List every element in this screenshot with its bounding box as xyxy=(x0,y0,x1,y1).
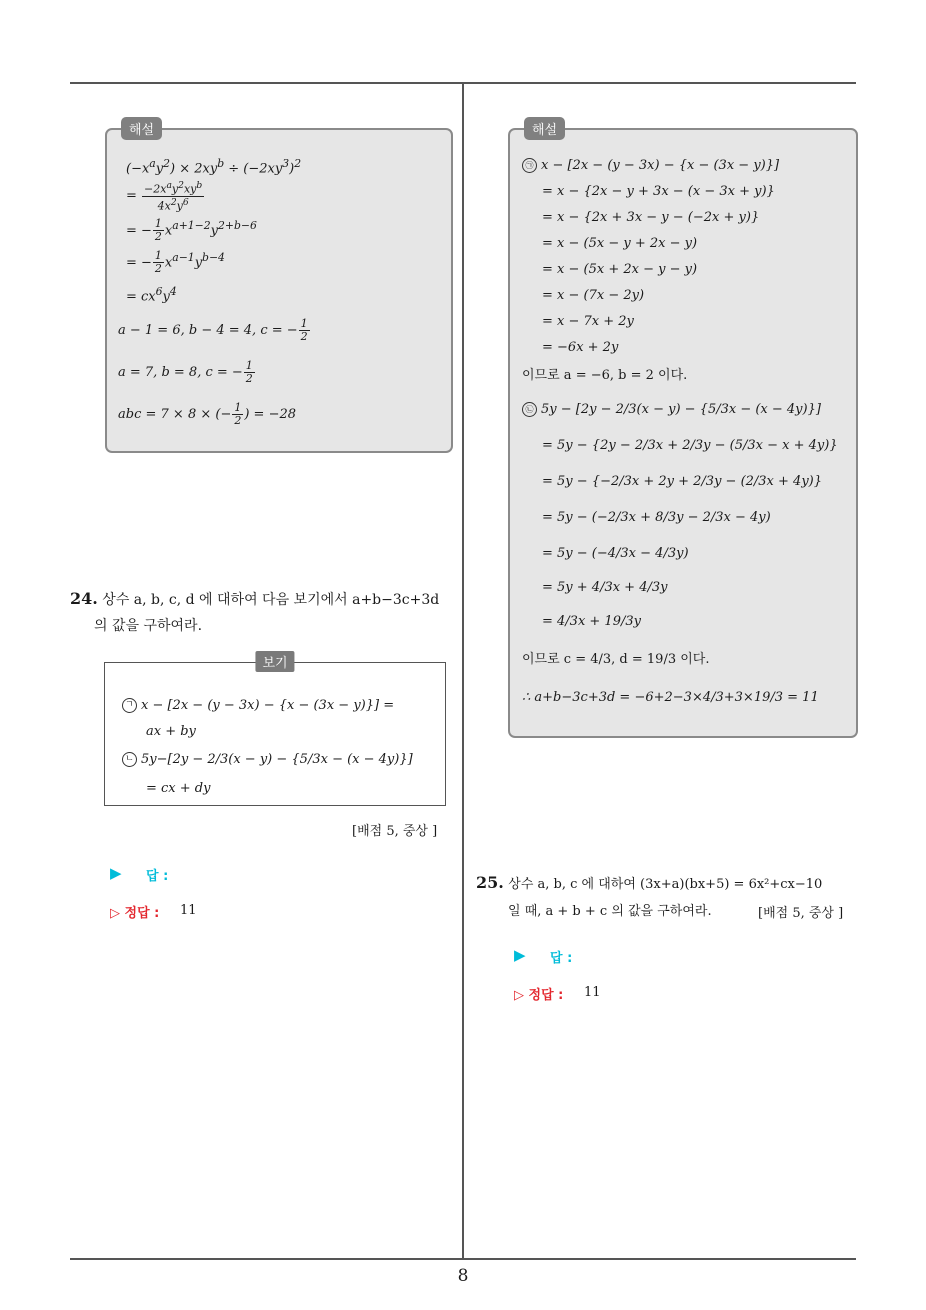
correct-answer-label: ▷ 정답 : xyxy=(514,988,564,1003)
solution-line: = 5y − (−4/3x − 4/3y) xyxy=(542,546,689,561)
solution-line: = − $\frac{1}{2}$ $x^{a-1}y^{b-4}$ xyxy=(126,249,225,276)
solution-line: $(-x^ay^2) \times 2xy^b \div (-2xy^3)^2$ xyxy=(126,157,302,177)
solution-conclusion: 이므로 c = 4/3, d = 19/3 이다. xyxy=(522,652,710,667)
question-number: 24. xyxy=(70,589,98,608)
answer-label: 답 : xyxy=(146,869,169,884)
solution-line: = x − {2x − y + 3x − (x − 3x + y)} xyxy=(542,184,775,199)
solution-line: a = 7, b = 8, c = − $\frac{1}{2}$ xyxy=(118,359,253,385)
solution-line: = 4/3x + 19/3y xyxy=(542,614,641,629)
question-text-2: 의 값을 구하여라. xyxy=(94,618,203,634)
solution-line: = $\frac{-2x^ay^2xy^b}{4x^2y^6}$ xyxy=(126,180,203,213)
question-number: 25. xyxy=(476,873,504,892)
correct-answer-label: ▷ 정답 : xyxy=(110,906,160,921)
solution-line: abc = 7 × 8 × (− $\frac{1}{2}$ ) = −28 xyxy=(118,401,297,427)
circle-mark-2: ㄴ xyxy=(122,752,137,767)
solution-line: = $cx^6y^4$ xyxy=(126,285,177,305)
circle-mark-2: ㉡ xyxy=(522,402,537,417)
solution-line: = x − (7x − 2y) xyxy=(542,288,645,303)
bogi-item-2-cont: = cx + dy xyxy=(146,781,211,796)
solution-line: = 5y − {−2/3x + 2y + 2/3y − (2/3x + 4y)} xyxy=(542,474,823,489)
question-24 xyxy=(70,586,460,639)
solution-line: = −6x + 2y xyxy=(542,340,619,355)
solution-line: = x − (5x + 2x − y − y) xyxy=(542,262,698,277)
solution-line: a − 1 = 6, b − 4 = 4, c = − $\frac{1}{2}$ xyxy=(118,317,308,343)
circle-mark-1: ㉠ xyxy=(522,158,537,173)
solution-final: ∴ a+b−3c+3d = −6+2−3×4/3+3×19/3 = 11 xyxy=(522,690,819,705)
question-text: 상수 a, b, c, d 에 대하여 다음 보기에서 a+b−3c+3d xyxy=(102,592,440,608)
solution-conclusion: 이므로 a = −6, b = 2 이다. xyxy=(522,368,688,383)
solution-line: ㉠ x − [2x − (y − 3x) − {x − (3x − y)}] xyxy=(522,158,779,174)
bottom-rule xyxy=(70,1258,856,1260)
column-divider xyxy=(462,84,464,1260)
solution-line: ㉡ 5y − [2y − 2/3(x − y) − {5/3x − (x − 4y)}] xyxy=(522,402,821,418)
solution-line: = − $\frac{1}{2}$ $x^{a+1-2}y^{2+b-6}$ xyxy=(126,217,257,244)
solution-line: = x − (5x − y + 2x − y) xyxy=(542,236,698,251)
solution-line: = x − 7x + 2y xyxy=(542,314,634,329)
page-number: 8 xyxy=(457,1266,469,1286)
answer-arrow-icon: ▶ xyxy=(110,864,122,882)
score-25: [배점 5, 중상 ] xyxy=(758,906,844,921)
solution-line: = 5y − {2y − 2/3x + 2/3y − (5/3x − x + 4y)} xyxy=(542,438,838,453)
bogi-item-1: ㄱ x − [2x − (y − 3x) − {x − (3x − y)}] = xyxy=(122,698,394,714)
bogi-item-1-cont: ax + by xyxy=(146,724,196,739)
solution-line: = 5y + 4/3x + 4/3y xyxy=(542,580,668,595)
bogi-item-2: ㄴ 5y−[2y − 2/3(x − y) − {5/3x − (x − 4y)}] xyxy=(122,752,413,768)
correct-answer-value: 11 xyxy=(180,903,197,918)
solution-line: = 5y − (−2/3x + 8/3y − 2/3x − 4y) xyxy=(542,510,771,525)
solution-line: = x − {2x + 3x − y − (−2x + y)} xyxy=(542,210,760,225)
answer-arrow-icon: ▶ xyxy=(514,946,526,964)
correct-answer-value: 11 xyxy=(584,985,601,1000)
solution-tag: 해설 xyxy=(524,117,565,140)
bogi-tag: 보기 xyxy=(255,651,294,672)
circle-mark-1: ㄱ xyxy=(122,698,137,713)
solution-tag: 해설 xyxy=(121,117,162,140)
question-text-2: 일 때, a + b + c 의 값을 구하여라. xyxy=(508,904,712,919)
score-24: [배점 5, 중상 ] xyxy=(352,824,438,839)
answer-label: 답 : xyxy=(550,951,573,966)
question-text: 상수 a, b, c 에 대하여 (3x+a)(bx+5) = 6x²+cx−10 xyxy=(508,877,823,892)
